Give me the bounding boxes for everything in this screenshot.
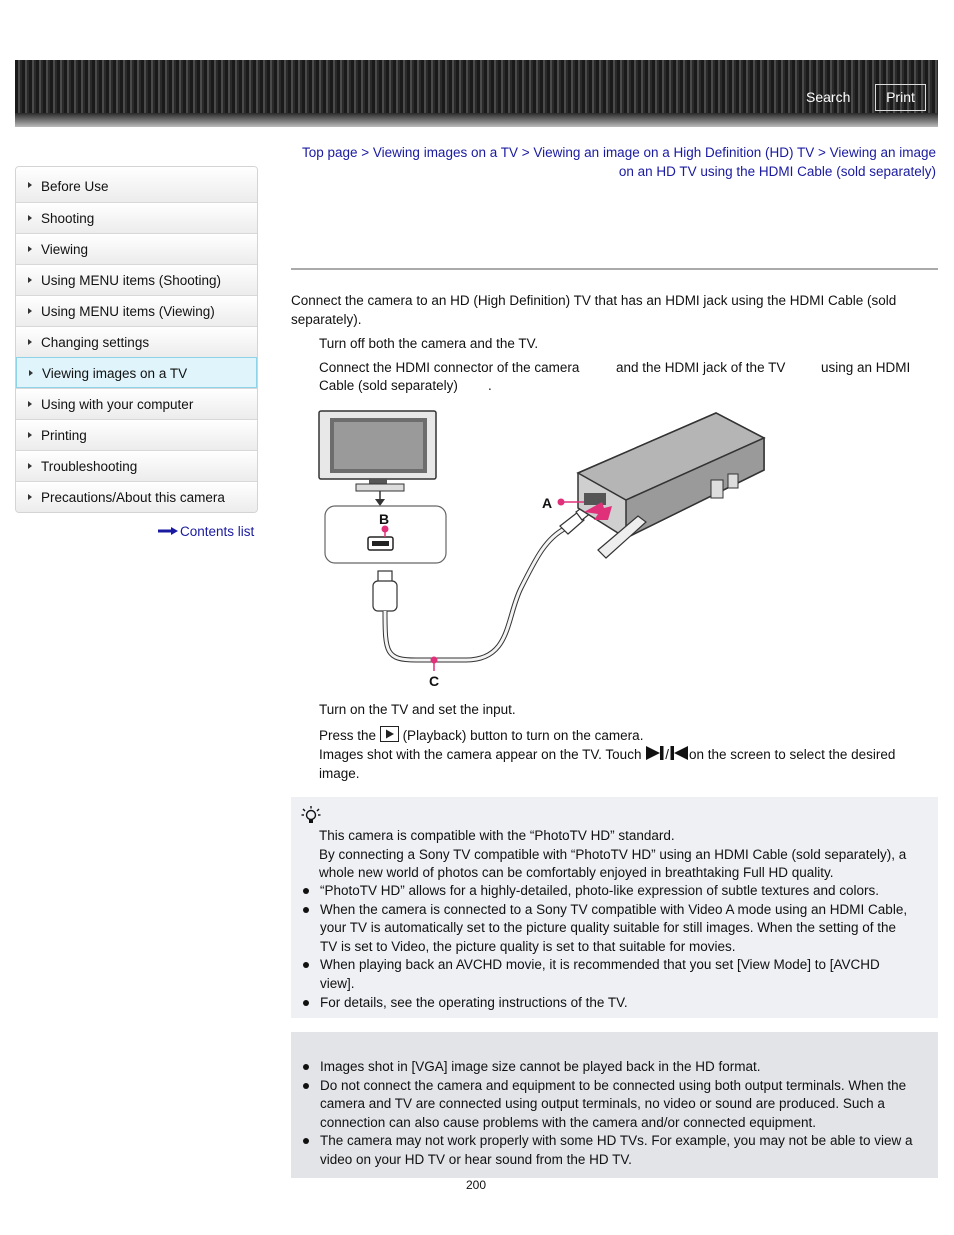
- tip-bullet-dot: [303, 907, 309, 913]
- tip-bullet-text: your TV is automatically set to the picture quality suitable for still images. When the setting of the: [320, 920, 897, 936]
- next-image-icon: [645, 745, 665, 761]
- breadcrumb-separator: >: [814, 145, 830, 160]
- contents-list-link[interactable]: [158, 524, 254, 539]
- sidebar-item-label: Viewing: [41, 242, 89, 257]
- tip-bullet-dot: [303, 888, 309, 894]
- note-bullet-text: camera and TV are connected using output terminals, no video or sound are produced. Such a: [320, 1096, 885, 1112]
- sidebar-item-10[interactable]: [16, 481, 257, 512]
- sidebar-item-1[interactable]: [16, 202, 257, 233]
- breadcrumb-separator: >: [518, 145, 534, 160]
- tip-intro-1: This camera is compatible with the “PhotoTV HD” standard.: [319, 828, 675, 843]
- caret-right-icon: [28, 463, 32, 469]
- sidebar-item-8[interactable]: [16, 419, 257, 450]
- tv-side-hdmi-plug: [373, 571, 397, 611]
- tip-bullet-dot: [303, 1000, 309, 1006]
- tip-bullet-text: When the camera is connected to a Sony TV compatible with Video A mode using an HDMI Cable,: [320, 901, 908, 917]
- step-4-prefix: Press the: [319, 728, 377, 743]
- tip-bullet-text: TV is set to Video, the picture quality is set to that suitable for movies.: [320, 938, 736, 954]
- step-1: Turn off both the camera and the TV.: [319, 336, 539, 351]
- breadcrumb-current-page[interactable]: Viewing an image on an HD TV using the HDMI Cable (sold separately): [618, 145, 936, 179]
- sidebar-item-0[interactable]: [16, 167, 257, 202]
- breadcrumb-viewing-images-tv[interactable]: Viewing images on a TV: [372, 145, 518, 160]
- tip-bullet-text: For details, see the operating instructions of the TV.: [320, 994, 628, 1010]
- step-4-line-2-suffix: on the screen to select the desired: [688, 747, 896, 762]
- note-bullet-text: connection can also cause problems with the camera and/or connected equipment.: [320, 1114, 817, 1130]
- caret-right-icon: [28, 401, 32, 407]
- previous-image-icon: [669, 745, 689, 761]
- step-2-line-2: Cable (sold separately): [319, 378, 458, 393]
- sidebar-item-label: Before Use: [41, 179, 109, 194]
- breadcrumb-viewing-hd-tv[interactable]: Viewing an image on a High Definition (HD) TV: [533, 145, 815, 160]
- note-bullet-dot: [303, 1064, 309, 1070]
- sidebar-item-6[interactable]: [16, 357, 257, 388]
- tv-illustration: [319, 411, 436, 491]
- sidebar-item-3[interactable]: [16, 264, 257, 295]
- playback-button-icon: [380, 726, 399, 742]
- step-2-part-2: and the HDMI jack of the TV: [616, 360, 786, 375]
- page-number: 200: [466, 1178, 487, 1192]
- tip-bullet-text: When playing back an AVCHD movie, it is recommended that you set [View Mode] to [AVCHD: [320, 957, 880, 973]
- step-4-line-2: [319, 745, 895, 764]
- label-c: C: [429, 673, 440, 689]
- sidebar-item-label: Shooting: [41, 211, 95, 226]
- sidebar-item-label: Precautions/About this camera: [41, 490, 225, 505]
- arrow-right-icon: [158, 527, 178, 535]
- step-4-line-1: [319, 726, 643, 745]
- sidebar-item-label: Viewing images on a TV: [42, 366, 188, 381]
- contents-list-label: Contents list: [180, 524, 255, 539]
- step-2-part-3: using an HDMI: [821, 360, 911, 375]
- sidebar-item-label: Troubleshooting: [41, 459, 138, 474]
- search-link[interactable]: Search: [806, 89, 851, 105]
- sidebar-item-4[interactable]: [16, 295, 257, 326]
- tip-intro-3: whole new world of photos can be comfortably enjoyed in breathtaking Full HD quality.: [319, 865, 834, 880]
- caret-right-icon: [28, 182, 32, 188]
- sidebar-item-5[interactable]: [16, 326, 257, 357]
- step-3: Turn on the TV and set the input.: [319, 702, 516, 717]
- sidebar-item-label: Changing settings: [41, 335, 150, 350]
- note-bullet-text: video on your HD TV or hear sound from the HD TV.: [320, 1152, 632, 1167]
- label-b: B: [379, 511, 390, 527]
- caret-right-icon: [29, 370, 33, 376]
- step-4-line-3: image.: [319, 766, 360, 781]
- breadcrumb: [296, 143, 936, 181]
- caret-right-icon: [28, 339, 32, 345]
- tip-bullet-text: view].: [320, 976, 355, 991]
- step-4-suffix: (Playback) button to turn on the camera.: [402, 728, 644, 743]
- step-4-slash: /: [665, 747, 669, 762]
- caret-right-icon: [28, 308, 32, 314]
- step-4-line-2-prefix: Images shot with the camera appear on the TV. Touch: [319, 747, 642, 762]
- intro-line-1: Connect the camera to an HD (High Definition) TV that has an HDMI jack using the HDMI Cable (sold: [291, 293, 897, 308]
- header-bar: [15, 60, 938, 127]
- step-2-end: .: [488, 378, 492, 393]
- camera-illustration: [578, 413, 764, 558]
- breadcrumb-top-page[interactable]: Top page: [301, 145, 358, 160]
- step-2-part-1: Connect the HDMI connector of the camera: [319, 360, 580, 375]
- caret-right-icon: [28, 277, 32, 283]
- sidebar-item-label: Using MENU items (Viewing): [41, 304, 215, 319]
- print-button[interactable]: Print: [875, 84, 926, 111]
- sidebar-item-label: Using MENU items (Shooting): [41, 273, 222, 288]
- lightbulb-icon: [301, 805, 321, 825]
- caret-right-icon: [28, 215, 32, 221]
- intro-line-2: separately).: [291, 312, 362, 327]
- breadcrumb-separator: >: [357, 145, 373, 160]
- sidebar-item-9[interactable]: [16, 450, 257, 481]
- tip-bullet-text: “PhotoTV HD” allows for a highly-detailed, photo-like expression of subtle textures and colors.: [320, 883, 880, 898]
- note-bullet-text: Do not connect the camera and equipment to be connected using both output terminals. When the: [320, 1077, 907, 1093]
- hdmi-connection-diagram: [316, 408, 776, 693]
- sidebar-item-7[interactable]: [16, 388, 257, 419]
- sidebar-nav: [15, 166, 258, 513]
- sidebar-item-label: Using with your computer: [41, 397, 194, 412]
- title-divider: [291, 268, 938, 270]
- note-bullet-text: Images shot in [VGA] image size cannot be played back in the HD format.: [320, 1059, 761, 1074]
- note-bullet-text: The camera may not work properly with some HD TVs. For example, you may not be able to view a: [320, 1133, 913, 1149]
- note-bullet-dot: [303, 1083, 309, 1089]
- tip-intro-2: By connecting a Sony TV compatible with “PhotoTV HD” using an HDMI Cable (sold separately), a: [319, 847, 907, 862]
- sidebar-item-label: Printing: [41, 428, 87, 443]
- sidebar-item-2[interactable]: [16, 233, 257, 264]
- caret-right-icon: [28, 432, 32, 438]
- label-a: A: [542, 495, 553, 511]
- caret-right-icon: [28, 494, 32, 500]
- caret-right-icon: [28, 246, 32, 252]
